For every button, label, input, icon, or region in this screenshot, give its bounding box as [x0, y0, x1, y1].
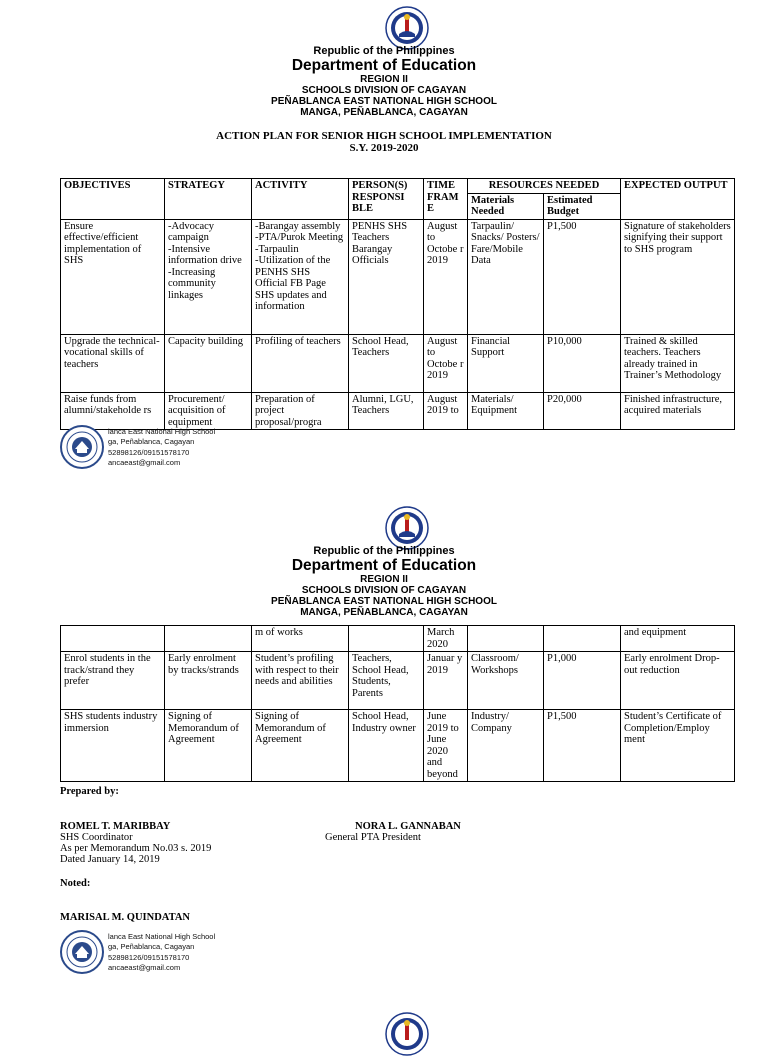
republic-text: Republic of the Philippines	[313, 45, 455, 57]
cell-time: Januar y 2019	[424, 652, 468, 710]
cell-activity: m of works	[252, 626, 349, 652]
cell-time: August to Octobe r 2019	[424, 334, 468, 392]
cell-budget: P20,000	[544, 392, 621, 430]
header-objectives: OBJECTIVES	[61, 179, 165, 220]
cell-strategy: Procurement/ acquisition of equipment	[165, 392, 252, 430]
cell-expected: Signature of stakeholders signifying their support to SHS program	[621, 219, 735, 334]
noter-name: MARISAL M. QUINDATAN	[60, 912, 190, 923]
division-text: SCHOOLS DIVISION OF CAGAYAN	[301, 85, 467, 96]
cell-materials	[468, 626, 544, 652]
footer-phone: 52898126/09151578170	[108, 447, 190, 457]
footer-school: lanca East National High School	[108, 932, 216, 941]
preparer-date: Dated January 14, 2019	[60, 854, 160, 865]
header-persons: PERSON(S) RESPONSI BLE	[349, 179, 424, 220]
cell-budget: P1,500	[544, 219, 621, 334]
deped-seal-icon	[385, 506, 429, 550]
cell-strategy	[165, 626, 252, 652]
republic-text: Republic of the Philippines	[313, 545, 455, 557]
cell-materials: Financial Support	[468, 334, 544, 392]
header-activity: ACTIVITY	[252, 179, 349, 220]
deped-seal-icon	[385, 6, 429, 50]
cell-activity: -Barangay assembly -PTA/Purok Meeting -Tarpaulin -Utilization of the PENHS SHS Official FB Page SHS updates and information	[252, 219, 349, 334]
document-page-1	[0, 0, 768, 490]
table-row	[61, 334, 735, 392]
action-plan-table-continued	[60, 625, 735, 782]
cell-materials: Tarpaulin/ Snacks/ Posters/ Fare/Mobile Data	[468, 219, 544, 334]
region-text: REGION II	[360, 574, 408, 585]
cell-budget	[544, 626, 621, 652]
deped-seal-icon	[385, 1012, 429, 1056]
footer-contact	[108, 427, 215, 468]
header-expected: EXPECTED OUTPUT	[621, 179, 735, 220]
cell-time: June 2019 to June 2020 and beyond	[424, 710, 468, 782]
cell-persons	[349, 626, 424, 652]
cell-objectives: Enrol students in the track/strand they prefer	[61, 652, 165, 710]
cell-expected: Finished infrastructure, acquired materials	[621, 392, 735, 430]
cell-expected: and equipment	[621, 626, 735, 652]
prepared-by-label: Prepared by:	[60, 786, 119, 797]
cell-budget: P1,500	[544, 710, 621, 782]
noted-label: Noted:	[60, 878, 91, 889]
cell-persons: School Head, Industry owner	[349, 710, 424, 782]
school-name: PEÑABLANCA EAST NATIONAL HIGH SCHOOL	[271, 596, 497, 607]
cell-strategy: Early enrolment by tracks/strands	[165, 652, 252, 710]
cell-objectives: Ensure effective/efficient implementation of SHS	[61, 219, 165, 334]
header-time-frame: TIME FRAM E	[424, 179, 468, 220]
cell-persons: Teachers, School Head, Students, Parents	[349, 652, 424, 710]
department-title: Department of Education	[291, 557, 477, 574]
cell-objectives: SHS students industry immersion	[61, 710, 165, 782]
cell-budget: P10,000	[544, 334, 621, 392]
cell-activity: Profiling of teachers	[252, 334, 349, 392]
region-text: REGION II	[360, 74, 408, 85]
footer-email: ancaeast@gmail.com	[108, 962, 181, 972]
school-footer	[60, 425, 260, 471]
preparer-role: SHS Coordinator	[60, 832, 133, 843]
footer-address: ga, Peñablanca, Cagayan	[108, 437, 195, 447]
table-row	[61, 652, 735, 710]
footer-phone: 52898126/09151578170	[108, 952, 190, 962]
header-budget: Estimated Budget	[544, 193, 621, 219]
header-strategy: STRATEGY	[165, 179, 252, 220]
school-year: S.Y. 2019-2020	[349, 142, 419, 154]
cell-strategy: Signing of Memorandum of Agreement	[165, 710, 252, 782]
division-text: SCHOOLS DIVISION OF CAGAYAN	[301, 585, 467, 596]
cell-strategy: -Advocacy campaign -Intensive information drive -Increasing community linkages	[165, 219, 252, 334]
footer-contact	[108, 932, 215, 973]
school-footer	[60, 930, 260, 976]
footer-address: ga, Peñablanca, Cagayan	[108, 942, 195, 952]
cell-persons: School Head, Teachers	[349, 334, 424, 392]
cell-time: August 2019 to	[424, 392, 468, 430]
footer-email: ancaeast@gmail.com	[108, 457, 181, 467]
school-address: MANGA, PEÑABLANCA, CAGAYAN	[300, 607, 468, 618]
table-row	[61, 392, 735, 430]
document-title: ACTION PLAN FOR SENIOR HIGH SCHOOL IMPLEMENTATION	[216, 130, 552, 142]
school-address: MANGA, PEÑABLANCA, CAGAYAN	[300, 107, 468, 118]
preparer-name: ROMEL T. MARIBBAY	[60, 821, 171, 832]
school-name: PEÑABLANCA EAST NATIONAL HIGH SCHOOL	[271, 96, 497, 107]
header-materials: Materials Needed	[468, 193, 544, 219]
cell-expected: Early enrolment Drop-out reduction	[621, 652, 735, 710]
cell-expected: Student’s Certificate of Completion/Employ ment	[621, 710, 735, 782]
cell-persons: Alumni, LGU, Teachers	[349, 392, 424, 430]
department-title: Department of Education	[291, 57, 477, 74]
cell-time: August to Octobe r 2019	[424, 219, 468, 334]
cell-activity: Student’s profiling with respect to their needs and abilities	[252, 652, 349, 710]
table-row	[61, 626, 735, 652]
school-seal-icon	[60, 425, 104, 469]
table-row	[61, 219, 735, 334]
cell-activity: Signing of Memorandum of Agreement	[252, 710, 349, 782]
cell-expected: Trained & skilled teachers. Teachers already trained in Trainer’s Methodology	[621, 334, 735, 392]
pta-role: General PTA President	[325, 832, 421, 843]
pta-name: NORA L. GANNABAN	[355, 821, 461, 832]
cell-persons: PENHS SHS Teachers Barangay Officials	[349, 219, 424, 334]
cell-time: March 2020	[424, 626, 468, 652]
cell-strategy: Capacity building	[165, 334, 252, 392]
cell-activity: Preparation of project proposal/progra	[252, 392, 349, 430]
header-resources: RESOURCES NEEDED	[468, 179, 621, 194]
cell-objectives: Raise funds from alumni/stakeholde rs	[61, 392, 165, 430]
action-plan-table	[60, 178, 735, 430]
document-page-3	[0, 1006, 768, 1024]
footer-school: lanca East National High School	[108, 427, 216, 436]
cell-materials: Classroom/ Workshops	[468, 652, 544, 710]
school-seal-icon	[60, 930, 104, 974]
table-header-row	[61, 179, 735, 194]
cell-materials: Materials/ Equipment	[468, 392, 544, 430]
cell-objectives: Upgrade the technical-vocational skills of teachers	[61, 334, 165, 392]
cell-materials: Industry/ Company	[468, 710, 544, 782]
cell-objectives	[61, 626, 165, 652]
preparer-memo: As per Memorandum No.03 s. 2019	[60, 843, 212, 854]
document-page-2	[0, 500, 768, 1010]
table-row	[61, 710, 735, 782]
cell-budget: P1,000	[544, 652, 621, 710]
